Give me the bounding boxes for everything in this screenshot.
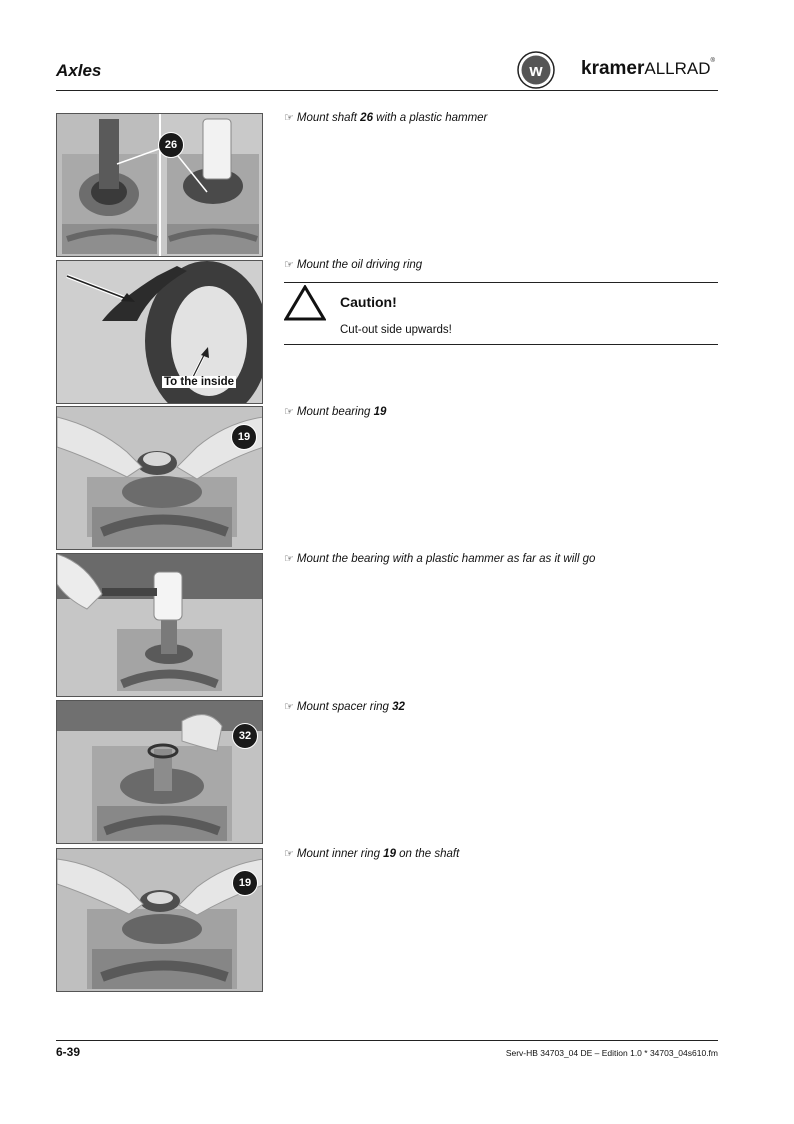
hand-pointer-icon: ☞ [284,553,294,565]
hand-pointer-icon: ☞ [284,848,294,860]
hand-pointer-icon: ☞ [284,406,294,418]
callout-19: 19 [231,424,257,450]
step-mount-shaft: ☞ Mount shaft 26 with a plastic hammer [284,112,488,124]
footer-rule [56,1040,718,1041]
callout-19-inner: 19 [232,870,258,896]
hand-pointer-icon: ☞ [284,259,294,271]
step-mount-bearing: ☞ Mount bearing 19 [284,406,387,418]
warning-triangle-icon [284,285,326,321]
section-title: Axles [56,61,102,80]
photo-mount-bearing [56,406,263,550]
step-inner-ring: ☞ Mount inner ring 19 on the shaft [284,848,460,860]
photo-hammer-bearing [56,553,263,697]
brand-sub: ALLRAD [644,59,711,78]
brand-name [581,58,715,80]
hand-pointer-icon: ☞ [284,701,294,713]
callout-32: 32 [232,723,258,749]
header-rule [56,90,718,91]
document-reference: Serv-HB 34703_04 DE – Edition 1.0 * 34703_04s610.fm [505,1048,718,1058]
step-hammer-bearing: ☞ Mount the bearing with a plastic hammer as far as it will go [284,553,596,565]
logo-letter: w [529,61,543,80]
caution-top-rule [284,282,718,283]
brand-mark: ® [710,58,715,64]
page-number: 6-39 [56,1045,81,1059]
image-label-to-the-inside: To the inside [164,376,235,388]
brand-main: kramer [581,58,645,79]
step-oil-driving-ring: ☞ Mount the oil driving ring [284,259,423,271]
photo-inner-ring [56,848,263,992]
caution-text: Cut-out side upwards! [340,324,452,336]
kramer-logo-icon [517,51,555,89]
photo-mount-shaft [56,113,263,257]
caution-bottom-rule [284,344,718,345]
hand-pointer-icon: ☞ [284,112,294,124]
step-spacer-ring: ☞ Mount spacer ring 32 [284,701,405,713]
callout-26: 26 [158,132,184,158]
photo-spacer-ring [56,700,263,844]
photo-oil-driving-ring [56,260,263,404]
caution-title: Caution! [340,294,397,310]
